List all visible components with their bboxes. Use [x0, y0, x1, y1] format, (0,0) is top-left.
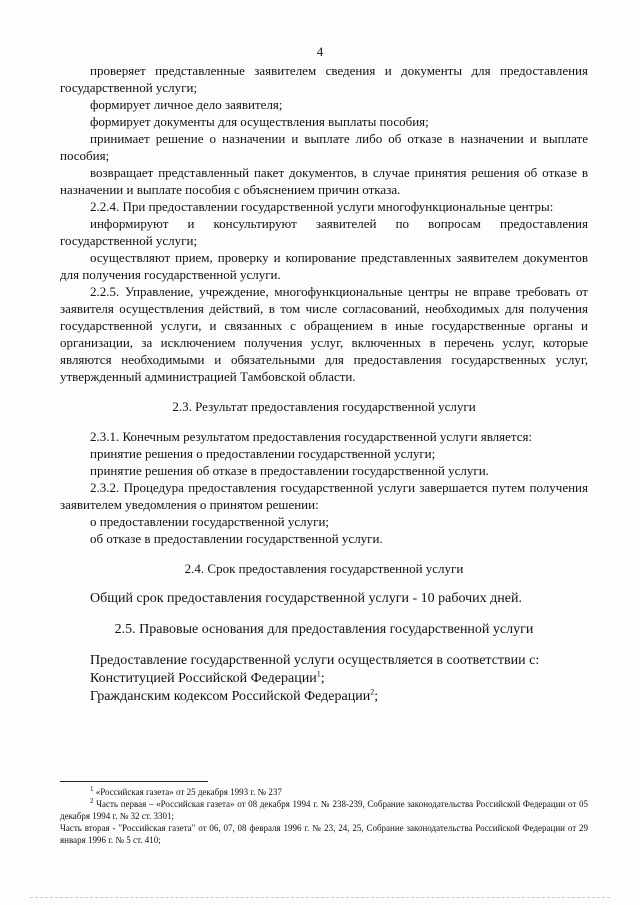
footnote-text: Часть вторая - "Российская газета" от 06, 07, 08 февраля 1996 г. № 23, 24, 25, Собрание законодательства Российской Федерации от 29 января 1996 г. № 5 ст. 410;	[60, 823, 588, 845]
scan-bottom-edge	[30, 897, 610, 898]
footnote-mark: 2	[90, 797, 94, 805]
punctuation: ;	[374, 689, 379, 704]
legal-basis-item	[60, 688, 588, 706]
page-number: 4	[316, 44, 324, 59]
paragraph: 2.2.4. При предоставлении государственной услуги многофункциональные центры:	[90, 199, 554, 214]
footnote-reference[interactable]: 1	[316, 669, 321, 679]
section-heading-2-3: 2.3. Результат предоставления государственной услуги	[172, 399, 476, 414]
legal-basis-item	[60, 670, 588, 688]
paragraph: Общий срок предоставления государственной услуги - 10 рабочих дней.	[90, 591, 522, 606]
legal-basis-item-text: Гражданским кодексом Российской Федерации	[90, 689, 371, 704]
paragraph: 2.3.2. Процедура предоставления государственной услуги завершается путем получения заявителем уведомления о принятом решении:	[60, 480, 588, 512]
legal-basis-item-text: Конституцией Российской Федерации	[90, 671, 317, 686]
section-heading-2-4: 2.4. Срок предоставления государственной услуги	[184, 561, 464, 576]
footnote-divider	[60, 781, 208, 782]
footnotes	[60, 786, 588, 846]
paragraph: об отказе в предоставлении государственной услуги.	[90, 531, 383, 546]
paragraph: принятие решения об отказе в предоставлении государственной услуги.	[90, 463, 489, 478]
section-heading-2-5: 2.5. Правовые основания для предоставления государственной услуги	[114, 622, 534, 637]
paragraph: проверяет представленные заявителем сведения и документы для предоставления государственной услуги;	[60, 63, 588, 95]
footnote	[60, 786, 588, 798]
paragraph: формирует документы для осуществления выплаты пособия;	[90, 114, 429, 129]
paragraph: о предоставлении государственной услуги;	[90, 514, 330, 529]
footnote-text: «Российская газета» от 25 декабря 1993 г. № 237	[93, 787, 282, 797]
paragraph: 2.2.5. Управление, учреждение, многофункциональные центры не вправе требовать от заявителя осуществления действий, в том числе согласований, необходимых для получения государственной услуги, и связанных с обращением в иные государственные органы и организации, за исключением получения услуг, включенных в перечень услуг, которые являются необходимыми и обязательными для предоставления государственных услуг, утвержденный администрацией Тамбовской области.	[60, 284, 588, 384]
paragraph: Предоставление государственной услуги осуществляется в соответствии с:	[90, 653, 540, 668]
punctuation: ;	[320, 671, 325, 686]
paragraph: возвращает представленный пакет документов, в случае принятия решения об отказе в назначении и выплате пособия с объяснением причин отказа.	[60, 165, 588, 197]
footnote	[60, 822, 588, 846]
paragraph: формирует личное дело заявителя;	[90, 97, 283, 112]
footnote-text: Часть первая – «Российская газета» от 08 декабря 1994 г. № 238-239, Собрание законодательства Российской Федерации от 05 декабря 1994 г. № 32 ст. 3301;	[60, 799, 588, 821]
footnote-reference[interactable]: 2	[370, 687, 375, 697]
paragraph: принятие решения о предоставлении государственной услуги;	[90, 446, 436, 461]
footnote-mark: 1	[90, 785, 94, 793]
paragraph: осуществляют прием, проверку и копирование представленных заявителем документов для получения государственной услуги.	[60, 250, 588, 282]
footnote	[60, 798, 588, 822]
paragraph: 2.3.1. Конечным результатом предоставления государственной услуги является:	[90, 429, 533, 444]
document-body	[60, 62, 588, 706]
paragraph: информируют и консультируют заявителей по вопросам предоставления государственной услуги;	[60, 216, 588, 248]
paragraph: принимает решение о назначении и выплате либо об отказе в назначении и выплате пособия;	[60, 131, 588, 163]
